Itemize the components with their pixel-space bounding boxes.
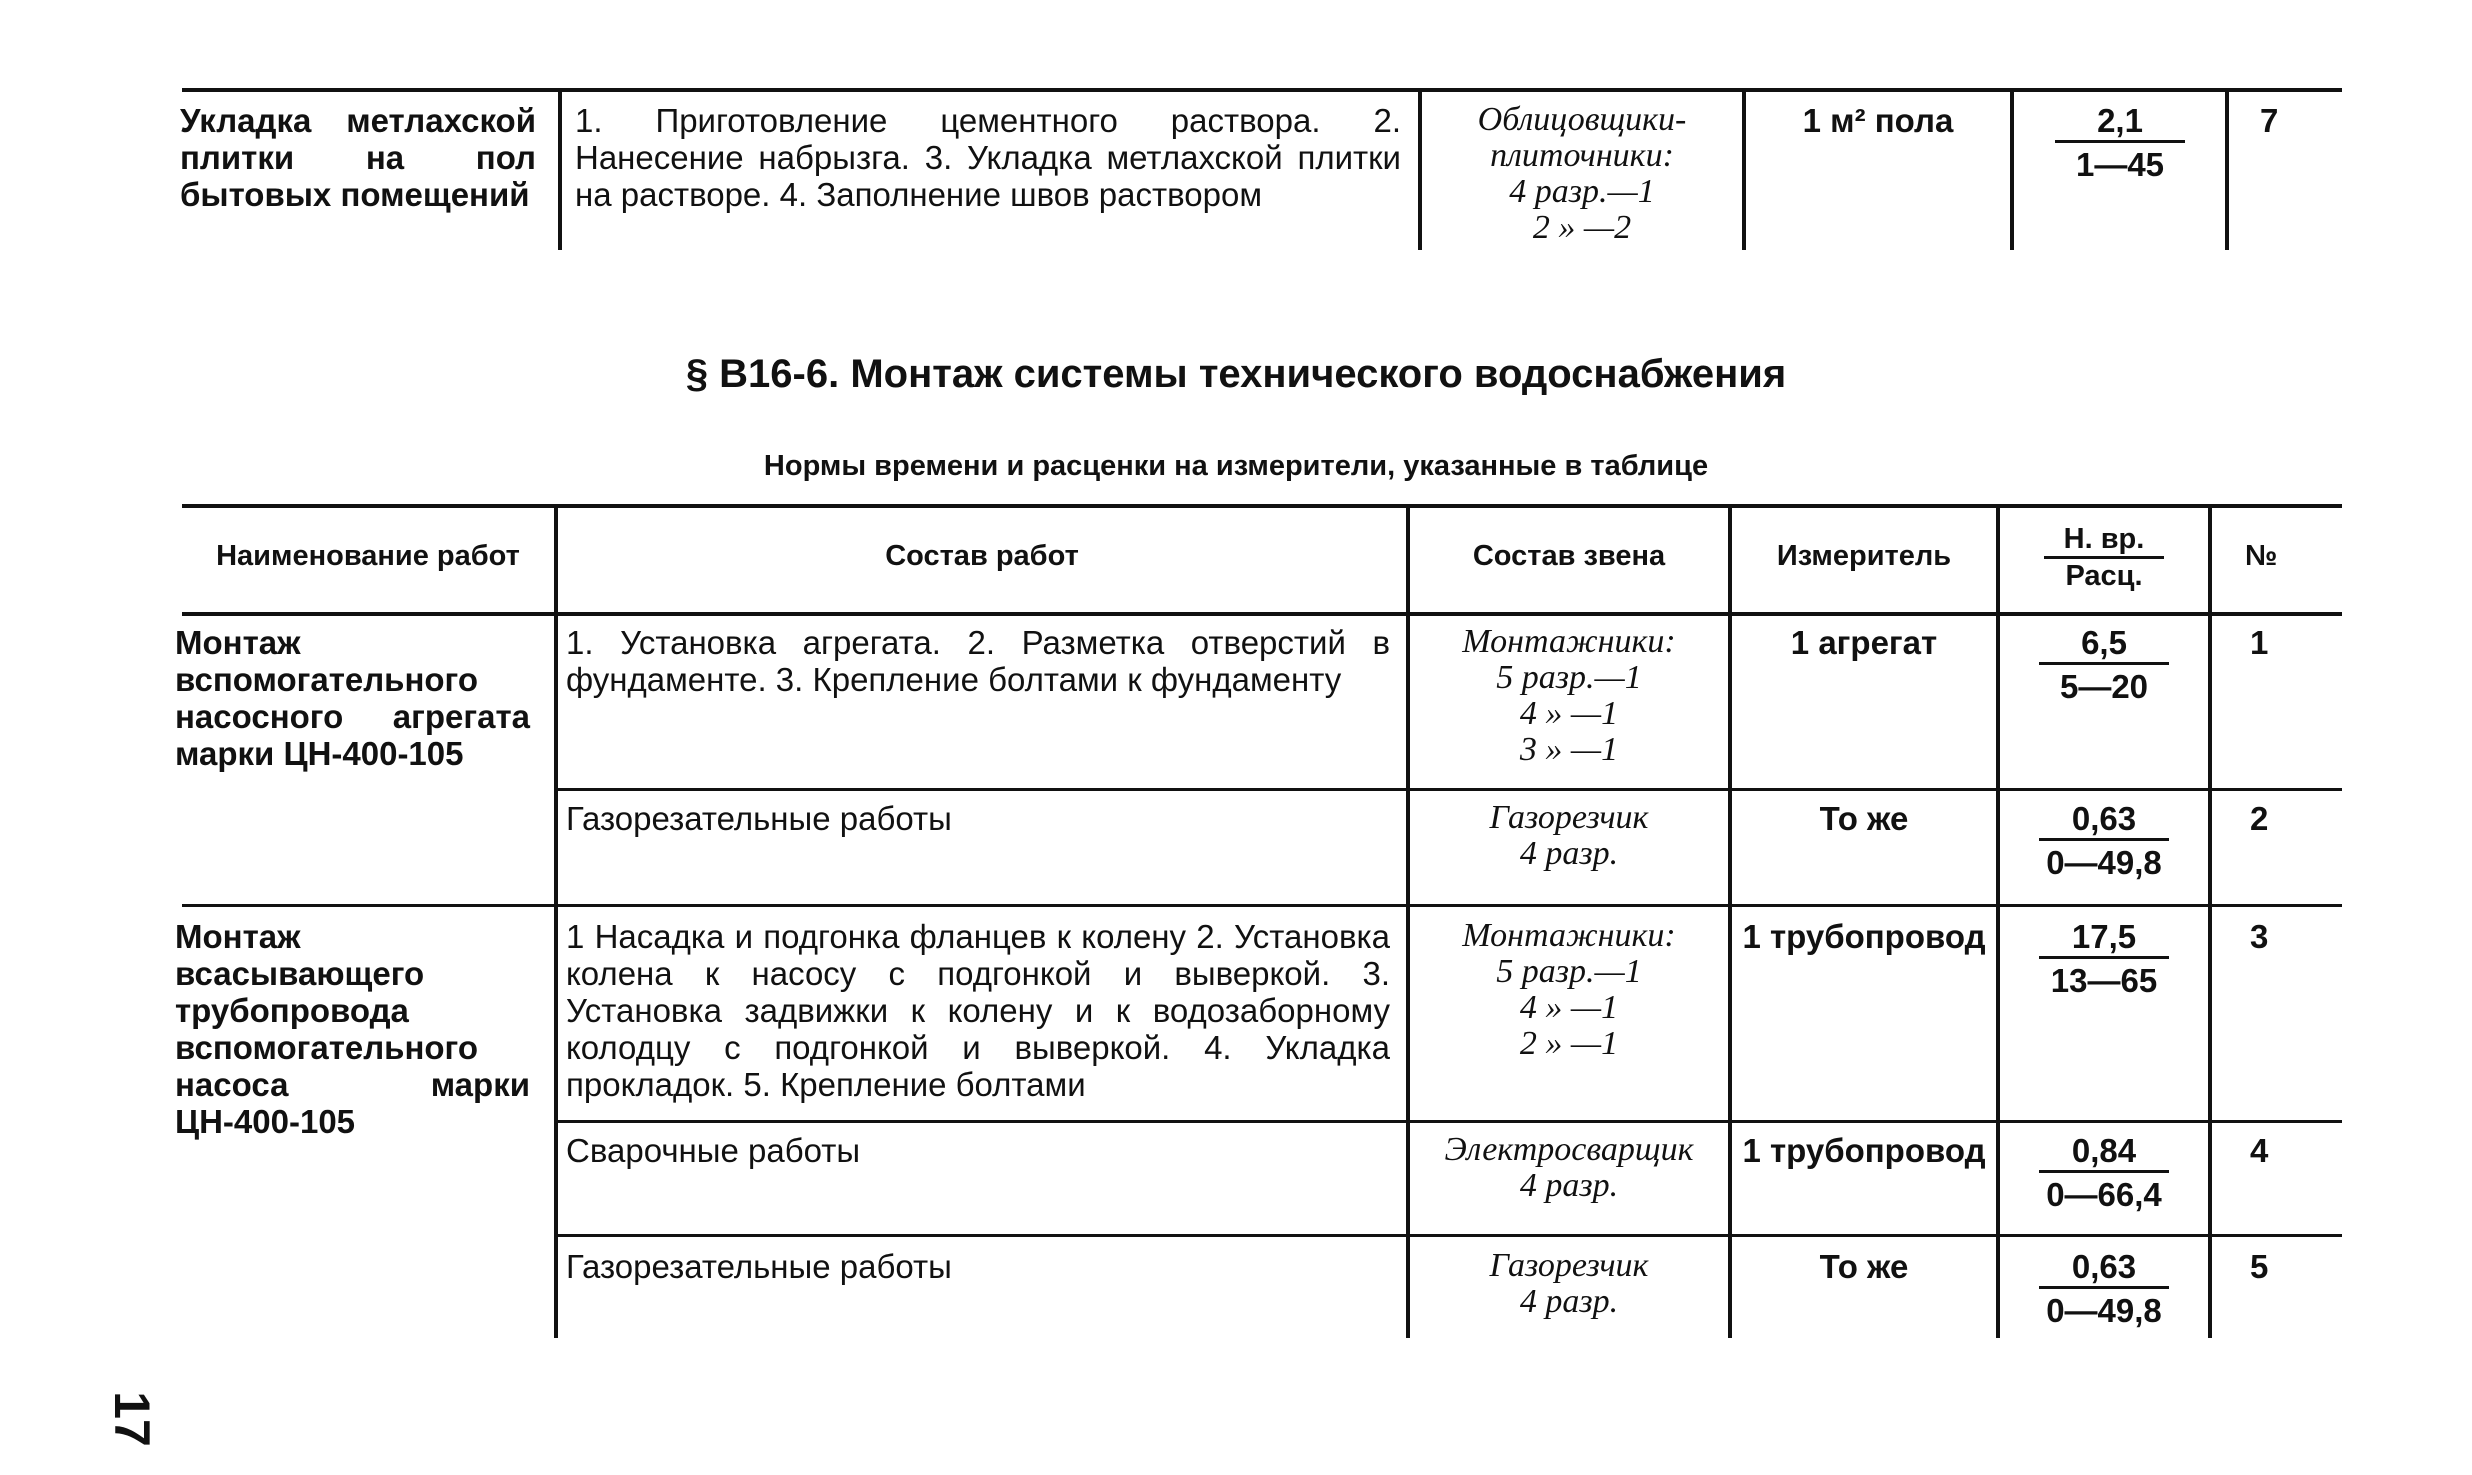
row-norm: 0,84 xyxy=(2039,1132,2169,1173)
row-fraction xyxy=(2022,1248,2186,1333)
col-divider xyxy=(2010,92,2014,250)
row-rate: 0—49,8 xyxy=(2046,844,2162,881)
page-number: 17 xyxy=(103,1391,160,1447)
row-crew: Газорезчик 4 разр. xyxy=(1489,799,1649,872)
row-fraction xyxy=(2022,1132,2186,1217)
row-unit: 1 трубопровод xyxy=(1742,1132,1986,1169)
row-fraction xyxy=(2022,800,2186,885)
row-no: 5 xyxy=(2250,1248,2269,1285)
row-rate: 0—49,8 xyxy=(2046,1292,2162,1329)
row-rate: 5—20 xyxy=(2059,668,2149,705)
row-unit: То же xyxy=(1819,800,1909,837)
row-content: Газорезательные работы xyxy=(566,800,952,837)
prev-row-norm: 2,1 xyxy=(2055,102,2185,143)
row-rate: 0—66,4 xyxy=(2046,1176,2162,1213)
prev-row-fraction xyxy=(2040,102,2200,187)
group-name: Монтаж вспомогательного насосного агрегата марки ЦН-400-105 xyxy=(175,624,530,772)
row-unit: То же xyxy=(1819,1248,1909,1285)
row-crew: Монтажники: 5 разр.—1 4 » —1 3 » —1 xyxy=(1462,623,1676,768)
group-divider xyxy=(182,904,2342,907)
row-no: 2 xyxy=(2250,800,2269,837)
row-content: 1 Насадка и подгонка фланцев к колену 2. Установка колена к насосу с подгонкой и выверкой. 3. Установка задвижки к колену и к водозаборному колодцу с подгонкой и выверкой. 4. Укладка прокладок. 5. Крепление болтами xyxy=(566,918,1390,1103)
header-rate: Расц. xyxy=(2065,560,2143,592)
col-divider xyxy=(2225,92,2229,250)
header-unit: Измеритель xyxy=(1776,540,1952,572)
prev-row-no: 7 xyxy=(2260,102,2279,139)
header-crew: Состав звена xyxy=(1472,540,1666,572)
prev-row-rate: 1—45 xyxy=(2075,146,2165,183)
header-content: Состав работ xyxy=(885,540,1079,572)
col-divider xyxy=(554,508,558,1338)
row-no: 3 xyxy=(2250,918,2269,955)
row-rate: 13—65 xyxy=(2050,962,2158,999)
header-fraction xyxy=(2020,522,2188,593)
row-no: 4 xyxy=(2250,1132,2269,1169)
top-table-rule xyxy=(182,88,2342,92)
row-content: 1. Установка агрегата. 2. Разметка отверстий в фундаменте. 3. Крепление болтами к фундаменту xyxy=(566,624,1390,698)
col-divider xyxy=(1996,508,2000,1338)
row-unit: 1 агрегат xyxy=(1790,624,1938,661)
row-divider xyxy=(558,788,2342,791)
row-divider xyxy=(558,1234,2342,1237)
header-bottom-rule xyxy=(182,612,2342,616)
col-divider xyxy=(2208,508,2212,1338)
group-name: Монтаж всасывающего трубопровода вспомогательного насоса марки ЦН-400-105 xyxy=(175,918,530,1140)
header-name: Наименование работ xyxy=(216,540,520,572)
section-title: § В16-6. Монтаж системы технического водоснабжения xyxy=(685,352,1787,396)
row-fraction xyxy=(2022,624,2186,709)
row-content: Сварочные работы xyxy=(566,1132,861,1169)
prev-row-unit: 1 м² пола xyxy=(1802,102,1954,139)
table-top-rule xyxy=(182,504,2342,508)
row-norm: 17,5 xyxy=(2039,918,2169,959)
row-norm: 6,5 xyxy=(2039,624,2169,665)
row-crew: Газорезчик 4 разр. xyxy=(1489,1247,1649,1320)
row-divider xyxy=(558,1120,2342,1123)
row-crew: Монтажники: 5 разр.—1 4 » —1 2 » —1 xyxy=(1462,917,1676,1062)
prev-row-content: 1. Приготовление цементного раствора. 2. Нанесение набрызга. 3. Укладка метлахской плитки на растворе. 4. Заполнение швов раствором xyxy=(575,102,1401,213)
col-divider xyxy=(558,92,562,250)
row-crew: Электросварщик 4 разр. xyxy=(1444,1131,1694,1204)
row-no: 1 xyxy=(2250,624,2269,661)
header-no: № xyxy=(2245,540,2278,572)
row-content: Газорезательные работы xyxy=(566,1248,952,1285)
prev-row-name: Укладка метлахской плитки на пол бытовых помещений xyxy=(180,102,536,213)
section-subtitle: Нормы времени и расценки на измерители, указанные в таблице xyxy=(763,450,1709,482)
prev-row-crew: Облицовщики- плиточники: 4 разр.—1 2 » —2 xyxy=(1477,101,1687,246)
header-norm: Н. вр. xyxy=(2044,522,2164,559)
row-fraction xyxy=(2022,918,2186,1003)
row-unit: 1 трубопровод xyxy=(1742,918,1986,955)
row-norm: 0,63 xyxy=(2039,800,2169,841)
row-norm: 0,63 xyxy=(2039,1248,2169,1289)
